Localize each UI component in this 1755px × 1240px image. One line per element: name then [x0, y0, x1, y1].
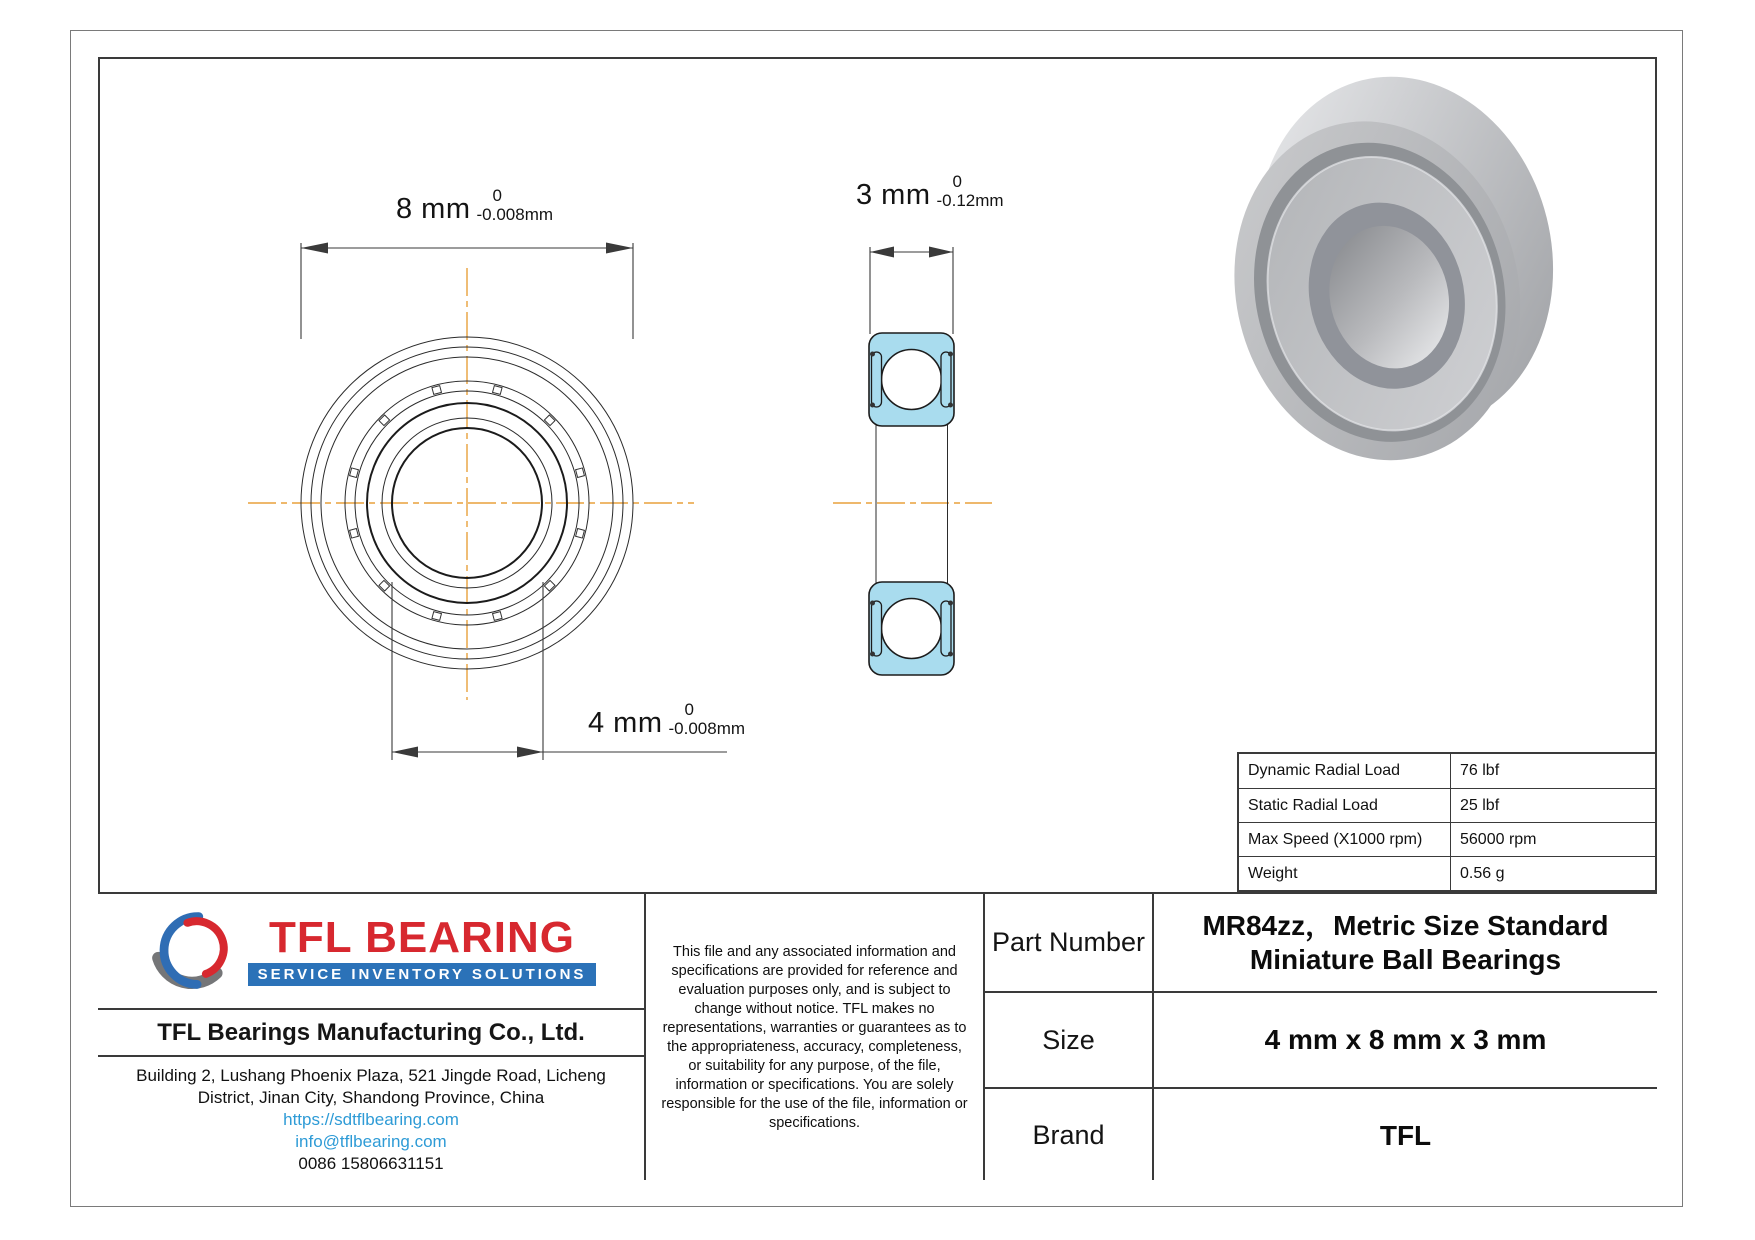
section-top-half — [869, 333, 954, 426]
info-value-column — [1152, 894, 1657, 1180]
brand-label: Brand — [985, 1087, 1152, 1182]
size-label: Size — [985, 991, 1152, 1087]
spec-row-label: Dynamic Radial Load — [1239, 754, 1451, 788]
tfl-logo-mark-icon — [146, 907, 234, 995]
company-column — [98, 894, 644, 1180]
side-view-drawing — [833, 247, 992, 676]
company-website-link[interactable]: https://sdtflbearing.com — [283, 1109, 459, 1129]
company-logo — [98, 894, 644, 1008]
width-dimension-tolerance: 0 -0.12mm — [936, 172, 1004, 210]
disclaimer-text: This file and any associated information and specifications are provided for reference and evaluation purposes only, and is subject to change without notice. TFL makes no representations, warranties or guarantees as to the appropriateness, accuracy, completeness, or suitability for any purpose, of the file, information or specifications. You are solely responsible for the use of the file, information or specifications. — [661, 944, 968, 1131]
company-contact — [98, 1055, 644, 1182]
disclaimer-column — [644, 894, 983, 1180]
spec-row-value: 25 lbf — [1451, 788, 1655, 822]
od-dimension-tolerance: 0 -0.008mm — [476, 186, 554, 224]
od-dimension-value: 8 mm — [396, 193, 471, 225]
info-label-column — [983, 894, 1152, 1180]
logo-text: TFL BEARING — [269, 913, 575, 962]
bore-dimension-label — [588, 700, 745, 738]
part-number-label: Part Number — [991, 927, 1146, 957]
company-phone: 0086 15806631151 — [298, 1153, 444, 1173]
section-bottom-half — [869, 582, 954, 675]
spec-row-label: Static Radial Load — [1239, 788, 1451, 822]
company-email-link[interactable]: info@tflbearing.com — [295, 1131, 447, 1151]
spec-table — [1237, 752, 1657, 892]
spec-row-value: 76 lbf — [1460, 762, 1500, 779]
size-value: 4 mm x 8 mm x 3 mm — [1154, 991, 1657, 1087]
title-block — [98, 892, 1657, 1180]
company-name: TFL Bearings Manufacturing Co., Ltd. — [98, 1008, 644, 1055]
bore-dimension-tolerance: 0 -0.008mm — [668, 700, 746, 738]
spec-row-label: Max Speed (X1000 rpm) — [1239, 822, 1451, 856]
od-dimension-label — [396, 186, 553, 224]
bearing-3d-render — [1190, 45, 1595, 491]
logo-tagline: SERVICE INVENTORY SOLUTIONS — [248, 963, 597, 986]
company-address: Building 2, Lushang Phoenix Plaza, 521 Jingde Road, Licheng District, Jinan City, Shandong Province, China — [136, 1065, 606, 1107]
front-view-drawing — [248, 243, 727, 761]
logo-wordmark — [248, 913, 597, 986]
width-dimension-label — [856, 172, 1004, 210]
spec-row-value: 0.56 g — [1451, 856, 1655, 890]
bore-dimension-value: 4 mm — [588, 707, 663, 739]
spec-row-value: 56000 rpm — [1451, 822, 1655, 856]
spec-row-label: Weight — [1239, 856, 1451, 890]
part-number-value: MR84zz，Metric Size Standard Miniature Ball Bearings — [1202, 909, 1609, 975]
width-dimension-lines — [870, 247, 953, 335]
width-dimension-value: 3 mm — [856, 179, 931, 211]
brand-value: TFL — [1154, 1087, 1657, 1182]
